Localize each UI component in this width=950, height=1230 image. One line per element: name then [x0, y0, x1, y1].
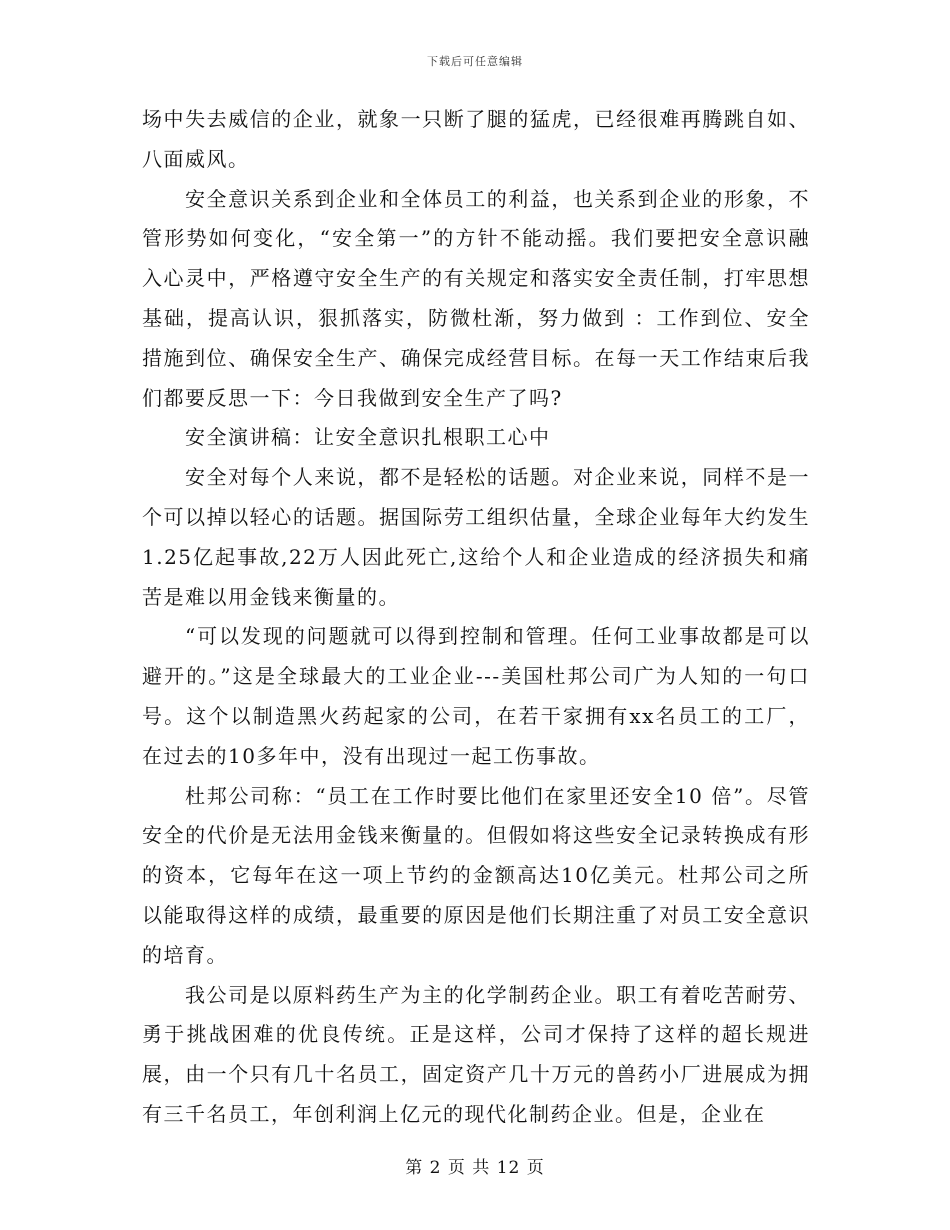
paragraph-5: 杜邦公司称：“员工在工作时要比他们在家里还安全10 倍”。尽管安全的代价是无法用金钱来衡量的。但假如将这些安全记录转换成有形的资本，它每年在这一项上节约的金额高达10亿美元。杜邦公司之所以能取得这样的成绩，最重要的原因是他们长期注重了对员工安全意识的培育。	[142, 783, 810, 967]
paragraph-3: 安全对每个人来说，都不是轻松的话题。对企业来说，同样不是一个可以掉以轻心的话题。据国际劳工组织估量，全球企业每年大约发生1.25亿起事故,22万人因此死亡,这给个人和企业造成的经济损失和痛苦是难以用金钱来衡量的。	[142, 465, 810, 609]
paragraph-2: 安全意识关系到企业和全体员工的利益，也关系到企业的形象，不管形势如何变化，“安全第一”的方针不能动摇。我们要把安全意识融入心灵中，严格遵守安全生产的有关规定和落实安全责任制，打牢思想基础，提高认识，狠抓落实，防微杜渐，努力做到 ：工作到位、安全措施到位、确保安全生产、确保完成经营目标。在每一天工作结束后我们都要反思一下：今日我做到安全生产了吗?	[142, 186, 810, 410]
paragraph-4: “可以发现的问题就可以得到控制和管理。任何工业事故都是可以避开的。”这是全球最大的工业企业---美国杜邦公司广为人知的一句口号。这个以制造黑火药起家的公司，在若干家拥有xx名员工的工厂，在过去的10多年中，没有出现过一起工伤事故。	[142, 624, 810, 768]
paragraph-6: 我公司是以原料药生产为主的化学制药企业。职工有着吃苦耐劳、勇于挑战困难的优良传统。正是这样，公司才保持了这样的超长规进展，由一个只有几十名员工，固定资产几十万元的兽药小厂进展成为拥有三千名员工，年创利润上亿元的现代化制药企业。但是，企业在	[142, 982, 810, 1126]
paragraph-1: 场中失去威信的企业，就象一只断了腿的猛虎，已经很难再腾跳自如、八面威风。	[142, 107, 810, 171]
section-heading: 安全演讲稿：让安全意识扎根职工心中	[185, 425, 551, 450]
page-header: 下载后可任意编辑	[427, 55, 523, 68]
page-number: 第 2 页 共 12 页	[405, 1158, 545, 1178]
document-body	[142, 100, 810, 1135]
